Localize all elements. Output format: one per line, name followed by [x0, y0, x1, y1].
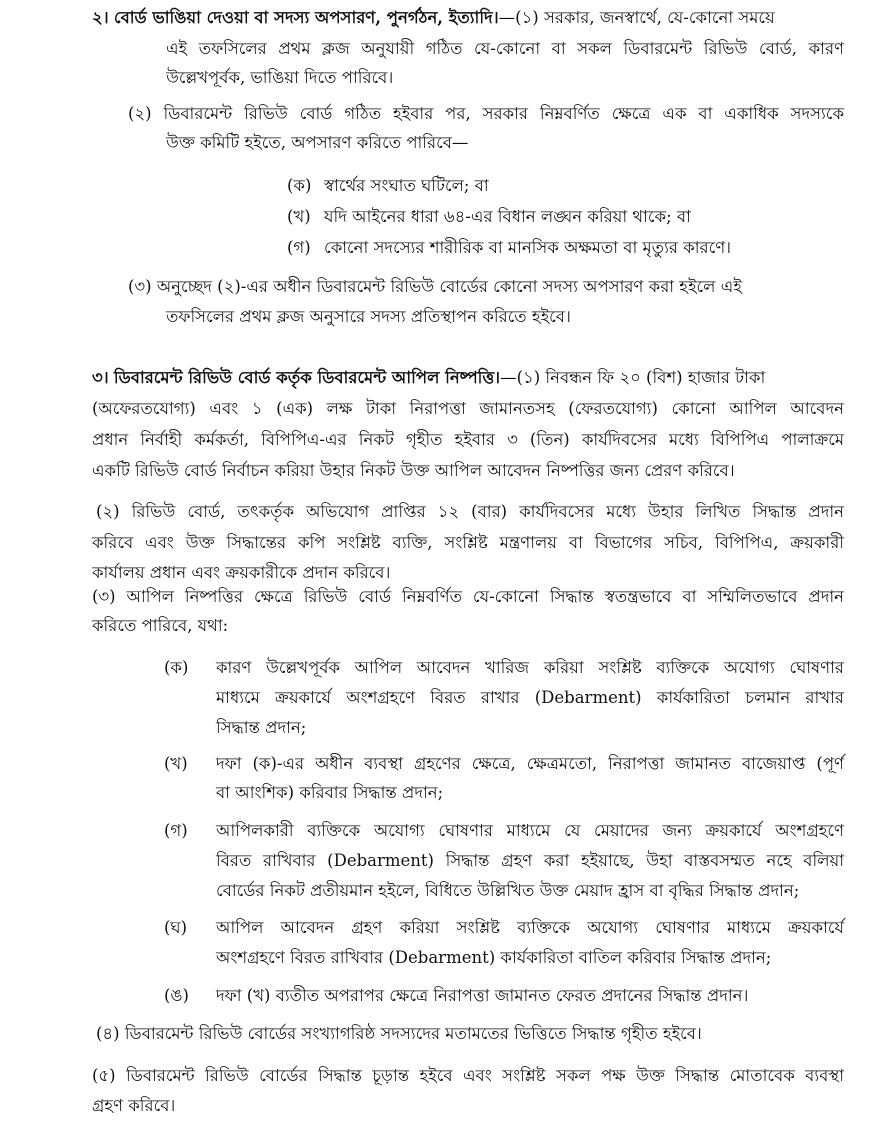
list-item-label: (ঙ) [164, 986, 189, 1005]
list-item-line: বা আংশিক) করিবার সিদ্ধান্ত প্রদান; [216, 783, 444, 802]
paragraph-line: (২) ডিবারমেন্ট রিভিউ বোর্ড গঠিত হইবার পর, সরকার নিম্নবর্ণিত ক্ষেত্রে এক বা একাধিক সদস্যকে [128, 104, 844, 123]
paragraph-line: একটি রিভিউ বোর্ড নির্বাচন করিয়া উহার নিকট উক্ত আপিল আবেদন নিষ্পত্তির জন্য প্রেরণ করিবে। [92, 461, 735, 480]
section-heading: ডিবারমেন্ট রিভিউ বোর্ড কর্তৃক ডিবারমেন্ট আপিল নিষ্পত্তি। [113, 368, 501, 387]
list-item-line: আপিল আবেদন গ্রহণ করিয়া সংশ্লিষ্ট ব্যক্তিকে অযোগ্য ঘোষণার মাধ্যমে ক্রয়কার্যে [216, 918, 844, 937]
list-item-line: দফা (খ) ব্যতীত অপরাপর ক্ষেত্রে নিরাপত্তা জামানত ফেরত প্রদানের সিদ্ধান্ত প্রদান। [216, 986, 749, 1005]
section-number: ২। [92, 8, 109, 27]
paragraph-line: (অফেরতযোগ্য) এবং ১ (এক) লক্ষ টাকা নিরাপত্তা জামানতসহ (ফেরতযোগ্য) কোনো আপিল আবেদন [92, 399, 844, 418]
list-item-label: (খ) [287, 207, 311, 226]
section-2-first-line [92, 6, 844, 30]
paragraph-line: তফসিলের প্রথম ক্লজ অনুসারে সদস্য প্রতিস্থাপন করিতে হইবে। [166, 307, 571, 326]
paragraph-line: করিবে এবং উক্ত সিদ্ধান্তের কপি সংশ্লিষ্ট ব্যক্তি, সংশ্লিষ্ট মন্ত্রণালয় বা বিভাগের সচিব, বিপিপিএ, ক্রয়কারী [92, 533, 844, 552]
list-item-line: সিদ্ধান্ত প্রদান; [216, 718, 307, 737]
list-item-text: কোনো সদস্যের শারীরিক বা মানসিক অক্ষমতা বা মৃত্যুর কারণে। [324, 238, 732, 257]
list-item-line: মাধ্যমে ক্রয়কার্যে অংশগ্রহণে বিরত রাখার (Debarment) কার্যকারিতা চলমান রাখার [216, 688, 844, 707]
list-item-line: দফা (ক)-এর অধীন ব্যবস্থা গ্রহণের ক্ষেত্রে, ক্ষেত্রমতো, নিরাপত্তা জামানত বাজেয়াপ্ত (পূর্ণ [216, 754, 844, 773]
list-item-text: স্বার্থের সংঘাত ঘটিলে; বা [324, 176, 489, 195]
section-3-first-line [92, 366, 844, 390]
paragraph-line: (৪) ডিবারমেন্ট রিভিউ বোর্ডের সংখ্যাগরিষ্ঠ সদস্যদের মতামতের ভিত্তিতে সিদ্ধান্ত গৃহীত হইবে। [96, 1024, 702, 1043]
list-item-line: আপিলকারী ব্যক্তিকে অযোগ্য ঘোষণার মাধ্যমে যে মেয়াদের জন্য ক্রয়কার্যে অংশগ্রহণে [216, 821, 844, 840]
paragraph-line: এই তফসিলের প্রথম ক্লজ অনুযায়ী গঠিত যে-কোনো বা সকল ডিবারমেন্ট রিভিউ বোর্ড, কারণ [166, 39, 844, 58]
list-item-label: (গ) [287, 238, 311, 257]
list-item-label: (ক) [287, 176, 312, 195]
paragraph-line: (৫) ডিবারমেন্ট রিভিউ বোর্ডের সিদ্ধান্ত চূড়ান্ত হইবে এবং সংশ্লিষ্ট সকল পক্ষ উক্ত সিদ্ধান্ত মোতাবেক ব্যবস্থা [92, 1066, 844, 1085]
list-item-line: কারণ উল্লেখপূর্বক আপিল আবেদন খারিজ করিয়া সংশ্লিষ্ট ব্যক্তিকে অযোগ্য ঘোষণার [216, 658, 844, 677]
paragraph-line: কার্যালয় প্রধান এবং ক্রয়কারীকে প্রদান করিবে। [92, 563, 391, 582]
list-item-line: অংশগ্রহণে বিরত রাখিবার (Debarment) কার্যকারিতা বাতিল করিবার সিদ্ধান্ত প্রদান; [216, 948, 772, 967]
paragraph-line: (২) রিভিউ বোর্ড, তৎকর্তৃক অভিযোগ প্রাপ্তির ১২ (বার) কার্যদিবসের মধ্যে উহার লিখিত সিদ্ধান্ত প্রদান [96, 502, 844, 521]
section-number: ৩। [92, 368, 109, 387]
paragraph-line: প্রধান নির্বাহী কর্মকর্তা, বিপিপিএ-এর নিকট গৃহীত হইবার ৩ (তিন) কার্যদিবসের মধ্যে বিপিপিএ পালাক্রমে [92, 430, 844, 449]
list-item-line: বোর্ডের নিকট প্রতীয়মান হইলে, বিধিতে উল্লিখিত উক্ত মেয়াদ হ্রাস বা বৃদ্ধির সিদ্ধান্ত প্রদান; [216, 881, 800, 900]
paragraph-line: করিতে পারিবে, যথা: [92, 616, 229, 635]
paragraph-line: উক্ত কমিটি হইতে, অপসারণ করিতে পারিবে— [166, 133, 469, 152]
list-item-line: বিরত রাখিবার (Debarment) সিদ্ধান্ত গ্রহণ করা হইয়াছে, উহা বাস্তবসম্মত নহে বলিয়া [216, 851, 844, 870]
paragraph-line: —(১) নিবন্ধন ফি ২০ (বিশ) হাজার টাকা [500, 368, 766, 387]
paragraph-line: (৩) অনুচ্ছেদ (২)-এর অধীন ডিবারমেন্ট রিভিউ বোর্ডের কোনো সদস্য অপসারণ করা হইলে এই [128, 277, 742, 296]
paragraph-line: (৩) আপিল নিষ্পত্তির ক্ষেত্রে রিভিউ বোর্ড নিম্নবর্ণিত যে-কোনো সিদ্ধান্ত স্বতন্ত্রভাবে বা সম্মিলিতভাবে প্রদান [92, 587, 844, 606]
paragraph-line: —(১) সরকার, জনস্বার্থে, যে-কোনো সময়ে [498, 8, 775, 27]
list-item-label: (ঘ) [164, 918, 188, 937]
paragraph-line: উল্লেখপূর্বক, ভাঙিয়া দিতে পারিবে। [166, 68, 394, 87]
section-heading: বোর্ড ভাঙিয়া দেওয়া বা সদস্য অপসারণ, পুনর্গঠন, ইত্যাদি। [113, 8, 499, 27]
list-item-label: (ক) [164, 658, 189, 677]
list-item-text: যদি আইনের ধারা ৬৪-এর বিধান লঙ্ঘন করিয়া থাকে; বা [324, 207, 691, 226]
paragraph-line: গ্রহণ করিবে। [92, 1096, 176, 1115]
list-item-label: (গ) [164, 821, 188, 840]
list-item-label: (খ) [164, 754, 188, 773]
